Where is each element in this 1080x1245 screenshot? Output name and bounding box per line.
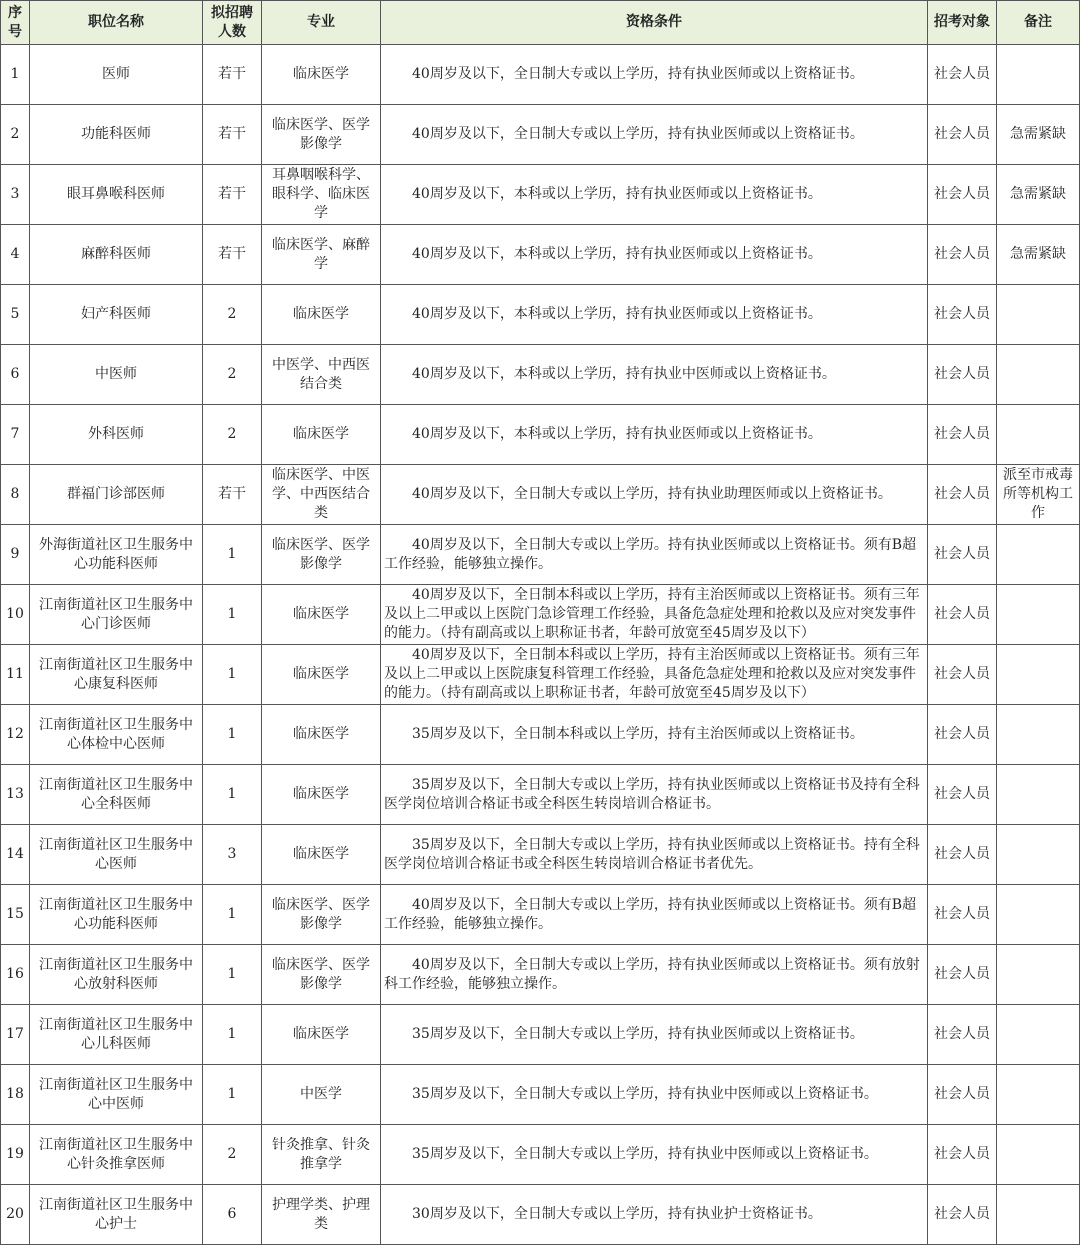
cell-count: 1 <box>203 1005 262 1065</box>
cell-target: 社会人员 <box>928 1005 997 1065</box>
cell-position: 中医师 <box>30 345 203 405</box>
cell-target: 社会人员 <box>928 705 997 765</box>
requirement-text: 35周岁及以下，全日制大专或以上学历，持有执业医师或以上资格证书。持有全科医学岗位培训合格证书或全科医生转岗培训合格证书者优先。 <box>384 836 920 872</box>
cell-target: 社会人员 <box>928 1185 997 1245</box>
cell-count: 2 <box>203 405 262 465</box>
cell-target: 社会人员 <box>928 465 997 525</box>
requirement-text: 40周岁及以下，全日制大专或以上学历，持有执业助理医师或以上资格证书。 <box>412 486 892 502</box>
cell-index: 12 <box>1 705 30 765</box>
header-major: 专业 <box>262 1 381 45</box>
cell-count: 1 <box>203 765 262 825</box>
cell-count: 1 <box>203 945 262 1005</box>
cell-requirement <box>381 405 928 465</box>
cell-major: 临床医学 <box>262 645 381 705</box>
table-row <box>1 105 1080 165</box>
cell-position: 眼耳鼻喉科医师 <box>30 165 203 225</box>
cell-note <box>997 825 1080 885</box>
requirement-text: 40周岁及以下，本科或以上学历，持有执业医师或以上资格证书。 <box>412 306 822 322</box>
cell-note <box>997 765 1080 825</box>
cell-target: 社会人员 <box>928 945 997 1005</box>
cell-index: 15 <box>1 885 30 945</box>
cell-requirement <box>381 1005 928 1065</box>
requirement-text: 40周岁及以下，全日制本科或以上学历，持有主治医师或以上资格证书。须有三年及以上二甲或以上医院门急诊管理工作经验，具备危急症处理和抢救以及应对突发事件的能力。（持有副高或以上职称证书者，年龄可放宽至45周岁及以下） <box>384 587 920 641</box>
table-row <box>1 1125 1080 1185</box>
table-row <box>1 945 1080 1005</box>
requirement-text: 40周岁及以下，本科或以上学历，持有执业医师或以上资格证书。 <box>412 186 822 202</box>
cell-target: 社会人员 <box>928 525 997 585</box>
table-row <box>1 705 1080 765</box>
requirement-text: 40周岁及以下，全日制大专或以上学历，持有执业医师或以上资格证书。须有放射科工作经验，能够独立操作。 <box>384 956 920 992</box>
cell-target: 社会人员 <box>928 345 997 405</box>
header-count: 拟招聘人数 <box>203 1 262 45</box>
table-row <box>1 165 1080 225</box>
cell-index: 20 <box>1 1185 30 1245</box>
cell-major: 临床医学、医学影像学 <box>262 105 381 165</box>
cell-position: 功能科医师 <box>30 105 203 165</box>
table-row <box>1 525 1080 585</box>
cell-index: 16 <box>1 945 30 1005</box>
cell-position: 江南街道社区卫生服务中心功能科医师 <box>30 885 203 945</box>
cell-count: 若干 <box>203 105 262 165</box>
cell-requirement <box>381 525 928 585</box>
cell-major: 临床医学、医学影像学 <box>262 945 381 1005</box>
cell-target: 社会人员 <box>928 765 997 825</box>
requirement-text: 40周岁及以下，本科或以上学历，持有执业医师或以上资格证书。 <box>412 246 822 262</box>
requirement-text: 30周岁及以下，全日制大专或以上学历，持有执业护士资格证书。 <box>412 1206 822 1222</box>
table-row <box>1 45 1080 105</box>
cell-target: 社会人员 <box>928 825 997 885</box>
cell-count: 若干 <box>203 225 262 285</box>
requirement-text: 40周岁及以下，全日制大专或以上学历，持有执业医师或以上资格证书。 <box>412 66 864 82</box>
cell-count: 1 <box>203 705 262 765</box>
cell-position: 外科医师 <box>30 405 203 465</box>
cell-note <box>997 705 1080 765</box>
cell-major: 临床医学 <box>262 765 381 825</box>
cell-major: 临床医学、医学影像学 <box>262 525 381 585</box>
cell-note <box>997 1185 1080 1245</box>
cell-position: 外海街道社区卫生服务中心功能科医师 <box>30 525 203 585</box>
cell-position: 江南街道社区卫生服务中心针灸推拿医师 <box>30 1125 203 1185</box>
header-note: 备注 <box>997 1 1080 45</box>
table-row <box>1 885 1080 945</box>
requirement-text: 35周岁及以下，全日制本科或以上学历，持有主治医师或以上资格证书。 <box>412 726 864 742</box>
cell-major: 针灸推拿、针灸推拿学 <box>262 1125 381 1185</box>
cell-count: 2 <box>203 345 262 405</box>
cell-note <box>997 945 1080 1005</box>
cell-major: 临床医学、医学影像学 <box>262 885 381 945</box>
cell-count: 1 <box>203 585 262 645</box>
cell-target: 社会人员 <box>928 285 997 345</box>
cell-position: 江南街道社区卫生服务中心体检中心医师 <box>30 705 203 765</box>
cell-major: 临床医学、中医学、中西医结合类 <box>262 465 381 525</box>
table-row <box>1 405 1080 465</box>
cell-requirement <box>381 705 928 765</box>
table-row <box>1 1185 1080 1245</box>
requirement-text: 40周岁及以下，本科或以上学历，持有执业中医师或以上资格证书。 <box>412 366 836 382</box>
cell-position: 妇产科医师 <box>30 285 203 345</box>
cell-index: 19 <box>1 1125 30 1185</box>
cell-index: 17 <box>1 1005 30 1065</box>
cell-target: 社会人员 <box>928 225 997 285</box>
requirement-text: 40周岁及以下，全日制大专或以上学历。持有执业医师或以上资格证书。须有B超工作经验，能够独立操作。 <box>384 536 917 572</box>
cell-note <box>997 45 1080 105</box>
cell-note: 急需紧缺 <box>997 225 1080 285</box>
table-row <box>1 585 1080 645</box>
cell-index: 13 <box>1 765 30 825</box>
requirement-text: 35周岁及以下，全日制大专或以上学历，持有执业中医师或以上资格证书。 <box>412 1146 878 1162</box>
cell-position: 江南街道社区卫生服务中心中医师 <box>30 1065 203 1125</box>
cell-note <box>997 885 1080 945</box>
cell-position: 江南街道社区卫生服务中心放射科医师 <box>30 945 203 1005</box>
cell-note <box>997 345 1080 405</box>
cell-target: 社会人员 <box>928 165 997 225</box>
table-row <box>1 825 1080 885</box>
cell-major: 临床医学 <box>262 1005 381 1065</box>
table-row <box>1 225 1080 285</box>
header-index: 序号 <box>1 1 30 45</box>
cell-index: 7 <box>1 405 30 465</box>
table-row <box>1 1005 1080 1065</box>
cell-target: 社会人员 <box>928 645 997 705</box>
cell-requirement <box>381 165 928 225</box>
cell-position: 江南街道社区卫生服务中心门诊医师 <box>30 585 203 645</box>
cell-count: 3 <box>203 825 262 885</box>
cell-note <box>997 405 1080 465</box>
cell-note <box>997 1065 1080 1125</box>
cell-note <box>997 645 1080 705</box>
cell-target: 社会人员 <box>928 105 997 165</box>
cell-count: 若干 <box>203 465 262 525</box>
cell-note <box>997 1125 1080 1185</box>
cell-count: 若干 <box>203 45 262 105</box>
cell-position: 江南街道社区卫生服务中心全科医师 <box>30 765 203 825</box>
table-row <box>1 465 1080 525</box>
cell-requirement <box>381 945 928 1005</box>
cell-index: 2 <box>1 105 30 165</box>
cell-major: 临床医学 <box>262 585 381 645</box>
cell-requirement <box>381 645 928 705</box>
cell-position: 麻醉科医师 <box>30 225 203 285</box>
cell-requirement <box>381 225 928 285</box>
requirement-text: 40周岁及以下，全日制本科或以上学历，持有主治医师或以上资格证书。须有三年及以上二甲或以上医院康复科管理工作经验，具备危急症处理和抢救以及应对突发事件的能力。（持有副高或以上职称证书者，年龄可放宽至45周岁及以下） <box>384 647 920 701</box>
cell-position: 医师 <box>30 45 203 105</box>
cell-requirement <box>381 585 928 645</box>
cell-requirement <box>381 1185 928 1245</box>
cell-major: 临床医学 <box>262 825 381 885</box>
cell-major: 临床医学 <box>262 705 381 765</box>
cell-major: 中医学 <box>262 1065 381 1125</box>
cell-position: 江南街道社区卫生服务中心儿科医师 <box>30 1005 203 1065</box>
cell-requirement <box>381 345 928 405</box>
cell-major: 临床医学 <box>262 285 381 345</box>
cell-target: 社会人员 <box>928 1125 997 1185</box>
cell-note: 急需紧缺 <box>997 165 1080 225</box>
cell-index: 3 <box>1 165 30 225</box>
cell-index: 18 <box>1 1065 30 1125</box>
cell-requirement <box>381 1125 928 1185</box>
cell-target: 社会人员 <box>928 1065 997 1125</box>
cell-position: 群福门诊部医师 <box>30 465 203 525</box>
table-row <box>1 345 1080 405</box>
cell-requirement <box>381 285 928 345</box>
cell-note: 派至市戒毒所等机构工作 <box>997 465 1080 525</box>
cell-note <box>997 585 1080 645</box>
header-requirement: 资格条件 <box>381 1 928 45</box>
cell-note: 急需紧缺 <box>997 105 1080 165</box>
requirement-text: 35周岁及以下，全日制大专或以上学历，持有执业医师或以上资格证书。 <box>412 1026 864 1042</box>
cell-index: 10 <box>1 585 30 645</box>
cell-count: 1 <box>203 885 262 945</box>
table-row <box>1 765 1080 825</box>
cell-index: 6 <box>1 345 30 405</box>
cell-target: 社会人员 <box>928 45 997 105</box>
cell-requirement <box>381 885 928 945</box>
cell-requirement <box>381 765 928 825</box>
cell-major: 护理学类、护理类 <box>262 1185 381 1245</box>
cell-major: 临床医学、麻醉学 <box>262 225 381 285</box>
cell-position: 江南街道社区卫生服务中心护士 <box>30 1185 203 1245</box>
cell-index: 8 <box>1 465 30 525</box>
cell-requirement <box>381 465 928 525</box>
cell-requirement <box>381 1065 928 1125</box>
cell-requirement <box>381 105 928 165</box>
cell-requirement <box>381 45 928 105</box>
cell-index: 14 <box>1 825 30 885</box>
cell-target: 社会人员 <box>928 885 997 945</box>
cell-major: 中医学、中西医结合类 <box>262 345 381 405</box>
table-row <box>1 1065 1080 1125</box>
table-body <box>1 45 1080 1245</box>
table-row <box>1 645 1080 705</box>
header-target: 招考对象 <box>928 1 997 45</box>
cell-position: 江南街道社区卫生服务中心康复科医师 <box>30 645 203 705</box>
cell-count: 1 <box>203 1065 262 1125</box>
cell-requirement <box>381 825 928 885</box>
cell-note <box>997 525 1080 585</box>
requirement-text: 40周岁及以下，全日制大专或以上学历，持有执业医师或以上资格证书。须有B超工作经验，能够独立操作。 <box>384 896 917 932</box>
cell-count: 6 <box>203 1185 262 1245</box>
header-position: 职位名称 <box>30 1 203 45</box>
cell-major: 临床医学 <box>262 45 381 105</box>
cell-count: 1 <box>203 525 262 585</box>
cell-index: 5 <box>1 285 30 345</box>
cell-index: 4 <box>1 225 30 285</box>
requirement-text: 35周岁及以下，全日制大专或以上学历，持有执业医师或以上资格证书及持有全科医学岗位培训合格证书或全科医生转岗培训合格证书。 <box>384 776 920 812</box>
requirement-text: 40周岁及以下，全日制大专或以上学历，持有执业医师或以上资格证书。 <box>412 126 864 142</box>
table-row <box>1 285 1080 345</box>
cell-count: 若干 <box>203 165 262 225</box>
cell-note <box>997 285 1080 345</box>
cell-count: 1 <box>203 645 262 705</box>
requirement-text: 35周岁及以下，全日制大专或以上学历，持有执业中医师或以上资格证书。 <box>412 1086 878 1102</box>
cell-major: 耳鼻咽喉科学、眼科学、临床医学 <box>262 165 381 225</box>
cell-index: 1 <box>1 45 30 105</box>
cell-position: 江南街道社区卫生服务中心医师 <box>30 825 203 885</box>
cell-note <box>997 1005 1080 1065</box>
cell-target: 社会人员 <box>928 405 997 465</box>
cell-index: 11 <box>1 645 30 705</box>
cell-index: 9 <box>1 525 30 585</box>
cell-count: 2 <box>203 1125 262 1185</box>
table-header-row <box>1 1 1080 45</box>
cell-count: 2 <box>203 285 262 345</box>
cell-target: 社会人员 <box>928 585 997 645</box>
requirement-text: 40周岁及以下，本科或以上学历，持有执业医师或以上资格证书。 <box>412 426 822 442</box>
cell-major: 临床医学 <box>262 405 381 465</box>
